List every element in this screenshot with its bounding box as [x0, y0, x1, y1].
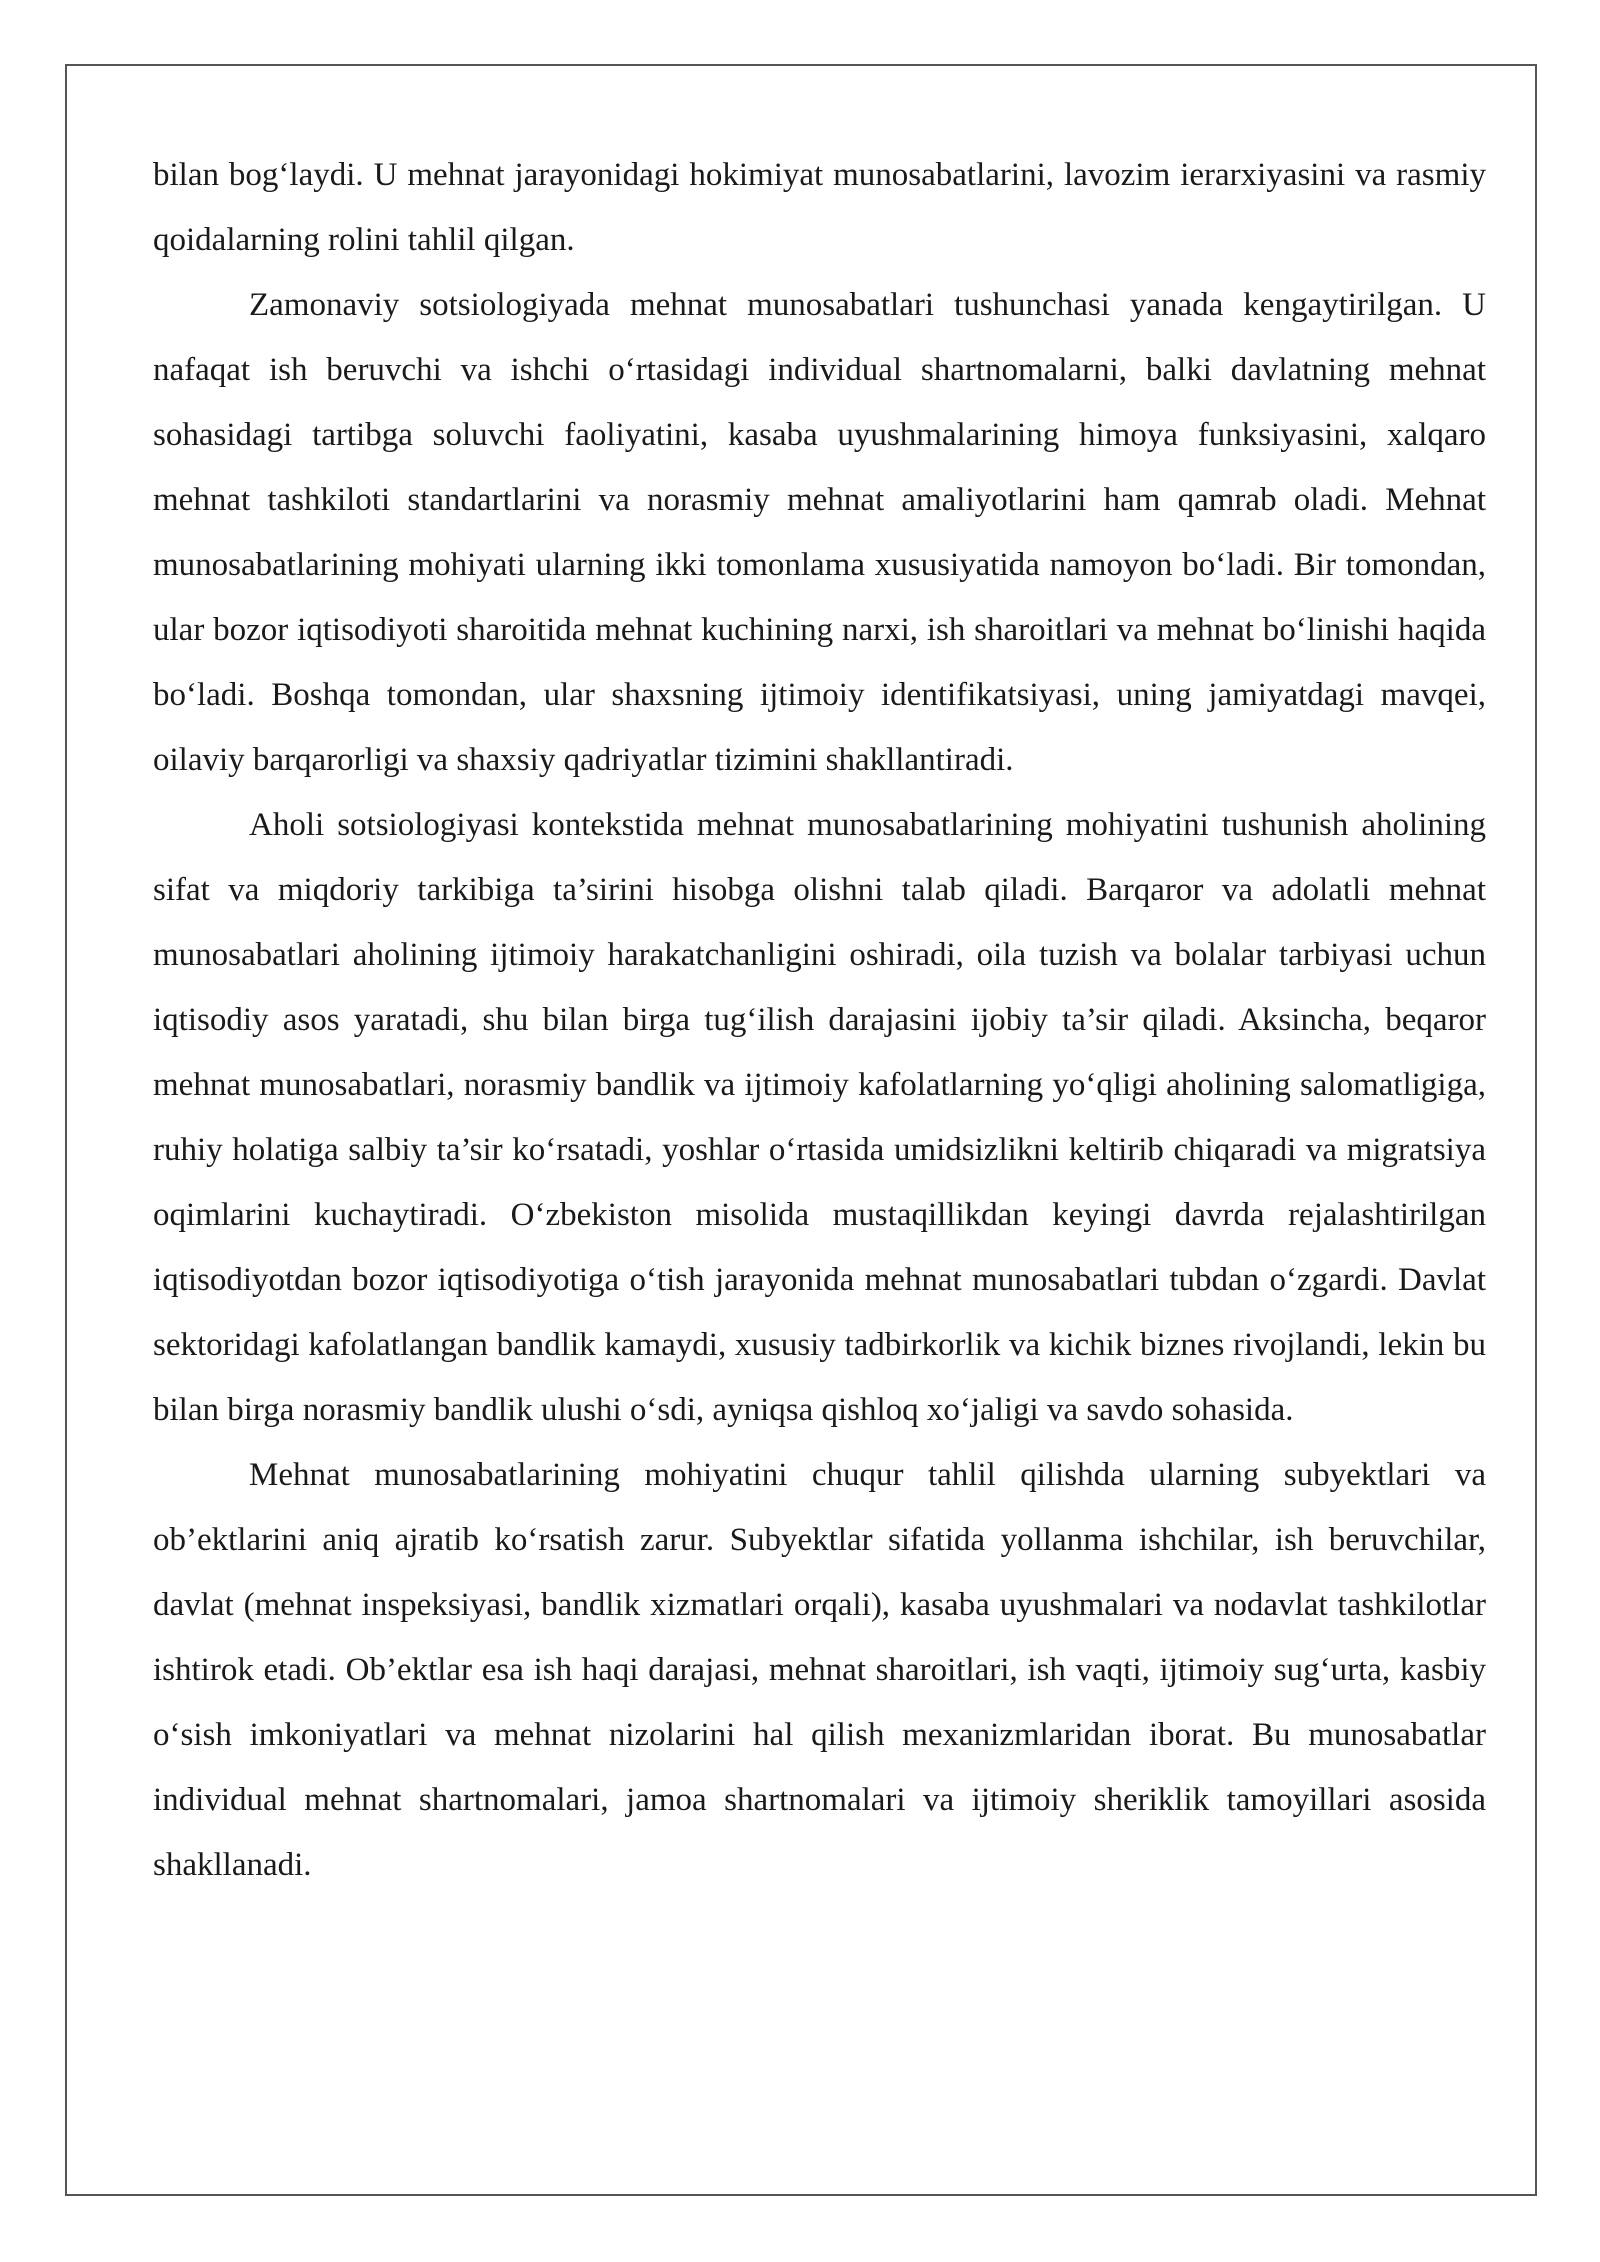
paragraph-continuation: bilan bog‘laydi. U mehnat jarayonidagi hokimiyat munosabatlarini, lavozim ierarxiyasini va rasmiy qoidalarning rolini tahlil qilgan.: [153, 157, 1486, 258]
paragraph-subjects-objects: Mehnat munosabatlarining mohiyatini chuqur tahlil qilishda ularning subyektlari va ob’ektlarini aniq ajratib ko‘rsatish zarur. Subyektlar sifatida yollanma ishchilar, ish beruvchilar, davlat (mehnat inspeksiyasi, bandlik xizmatlari orqali), kasaba uyushmalari va nodavlat tashkilotlar ishtirok etadi. Ob’ektlar esa ish haqi darajasi, mehnat sharoitlari, ish vaqti, ijtimoiy sug‘urta, kasbiy o‘sish imkoniyatlari va mehnat nizolarini hal qilish mexanizmlaridan iborat. Bu munosabatlar individual mehnat shartnomalari, jamoa shartnomalari va ijtimoiy sheriklik tamoyillari asosida shakllanadi.: [153, 1457, 1486, 1883]
document-body: [153, 143, 1486, 1898]
paragraph-modern-sociology: Zamonaviy sotsiologiyada mehnat munosabatlari tushunchasi yanada kengaytirilgan. U nafaqat ish beruvchi va ishchi o‘rtasidagi individual shartnomalarni, balki davlatning mehnat sohasidagi tartibga soluvchi faoliyatini, kasaba uyushmalarining himoya funksiyasini, xalqaro mehnat tashkiloti standartlarini va norasmiy mehnat amaliyotlarini ham qamrab oladi. Mehnat munosabatlarining mohiyati ularning ikki tomonlama xususiyatida namoyon bo‘ladi. Bir tomondan, ular bozor iqtisodiyoti sharoitida mehnat kuchining narxi, ish sharoitlari va mehnat bo‘linishi haqida bo‘ladi. Boshqa tomondan, ular shaxsning ijtimoiy identifikatsiyasi, uning jamiyatdagi mavqei, oilaviy barqarorligi va shaxsiy qadriyatlar tizimini shakllantiradi.: [153, 287, 1486, 778]
paragraph-population-sociology: Aholi sotsiologiyasi kontekstida mehnat munosabatlarining mohiyatini tushunish aholining sifat va miqdoriy tarkibiga ta’sirini hisobga olishni talab qiladi. Barqaror va adolatli mehnat munosabatlari aholining ijtimoiy harakatchanligini oshiradi, oila tuzish va bolalar tarbiyasi uchun iqtisodiy asos yaratadi, shu bilan birga tug‘ilish darajasini ijobiy ta’sir qiladi. Aksincha, beqaror mehnat munosabatlari, norasmiy bandlik va ijtimoiy kafolatlarning yo‘qligi aholining salomatligiga, ruhiy holatiga salbiy ta’sir ko‘rsatadi, yoshlar o‘rtasida umidsizlikni keltirib chiqaradi va migratsiya oqimlarini kuchaytiradi. O‘zbekiston misolida mustaqillikdan keyingi davrda rejalashtirilgan iqtisodiyotdan bozor iqtisodiyotiga o‘tish jarayonida mehnat munosabatlari tubdan o‘zgardi. Davlat sektoridagi kafolatlangan bandlik kamaydi, xususiy tadbirkorlik va kichik biznes rivojlandi, lekin bu bilan birga norasmiy bandlik ulushi o‘sdi, ayniqsa qishloq xo‘jaligi va savdo sohasida.: [153, 807, 1486, 1428]
